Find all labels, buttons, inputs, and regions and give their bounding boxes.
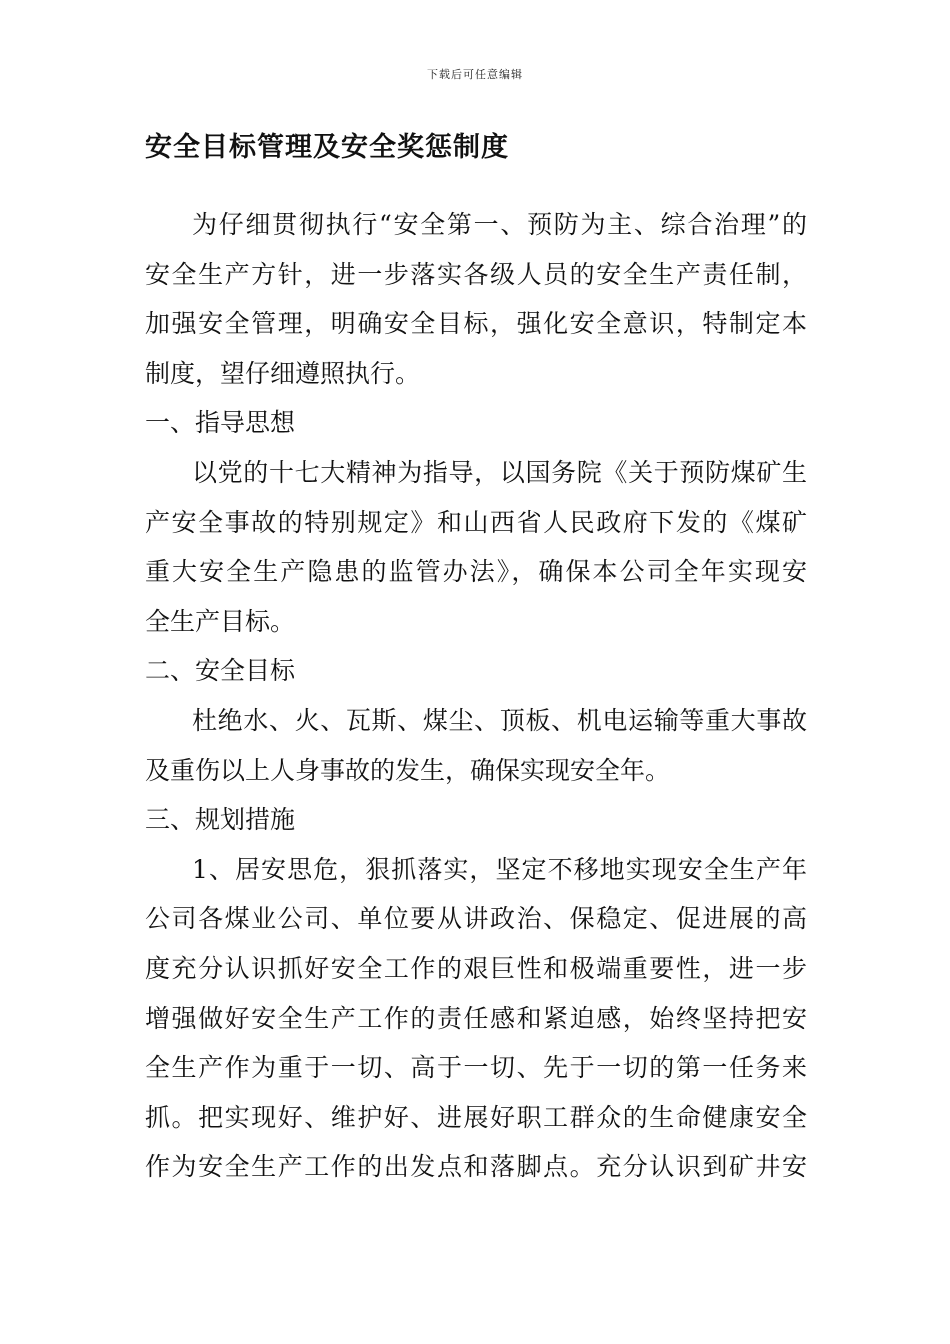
section-heading: 三、规划措施 — [145, 805, 296, 835]
text-line: 抓。把实现好、维护好、进展好职工群众的生命健康安全 — [145, 1102, 807, 1132]
text-line: 公司各煤业公司、单位要从讲政治、保稳定、促进展的高 — [145, 904, 807, 934]
text-line: 重大安全生产隐患的监管办法》，确保本公司全年实现安 — [145, 557, 807, 587]
text-line: 全生产作为重于一切、高于一切、先于一切的第一任务来 — [145, 1053, 807, 1083]
text-line: 为仔细贯彻执行“安全第一、预防为主、综合治理”的 — [192, 210, 807, 239]
section-heading: 一、指导思想 — [145, 408, 296, 438]
document-title: 安全目标管理及安全奖惩制度 — [145, 132, 509, 163]
text-line: 1、居安思危，狠抓落实，坚定不移地实现安全生产年 — [192, 854, 807, 884]
text-line: 杜绝水、火、瓦斯、煤尘、顶板、机电运输等重大事故 — [192, 705, 807, 735]
text-line: 度充分认识抓好安全工作的艰巨性和极端重要性，进一步 — [145, 953, 807, 983]
text-line: 安全生产方针，进一步落实各级人员的安全生产责任制， — [145, 259, 807, 289]
document-body — [145, 200, 807, 1192]
section-heading: 二、安全目标 — [145, 656, 296, 686]
text-line: 制度，望仔细遵照执行。 — [145, 358, 421, 388]
text-line: 产安全事故的特别规定》和山西省人民政府下发的《煤矿 — [145, 507, 807, 537]
text-line: 全生产目标。 — [145, 606, 296, 636]
text-line: 增强做好安全生产工作的责任感和紧迫感，始终坚持把安 — [145, 1003, 807, 1033]
text-line: 及重伤以上人身事故的发生，确保实现安全年。 — [145, 755, 671, 785]
text-line: 以党的十七大精神为指导，以国务院《关于预防煤矿生 — [192, 457, 807, 487]
header-note: 下载后可任意编辑 — [427, 68, 523, 81]
text-line: 加强安全管理，明确安全目标，强化安全意识，特制定本 — [145, 309, 807, 339]
text-line: 作为安全生产工作的出发点和落脚点。充分认识到矿井安 — [145, 1152, 807, 1182]
